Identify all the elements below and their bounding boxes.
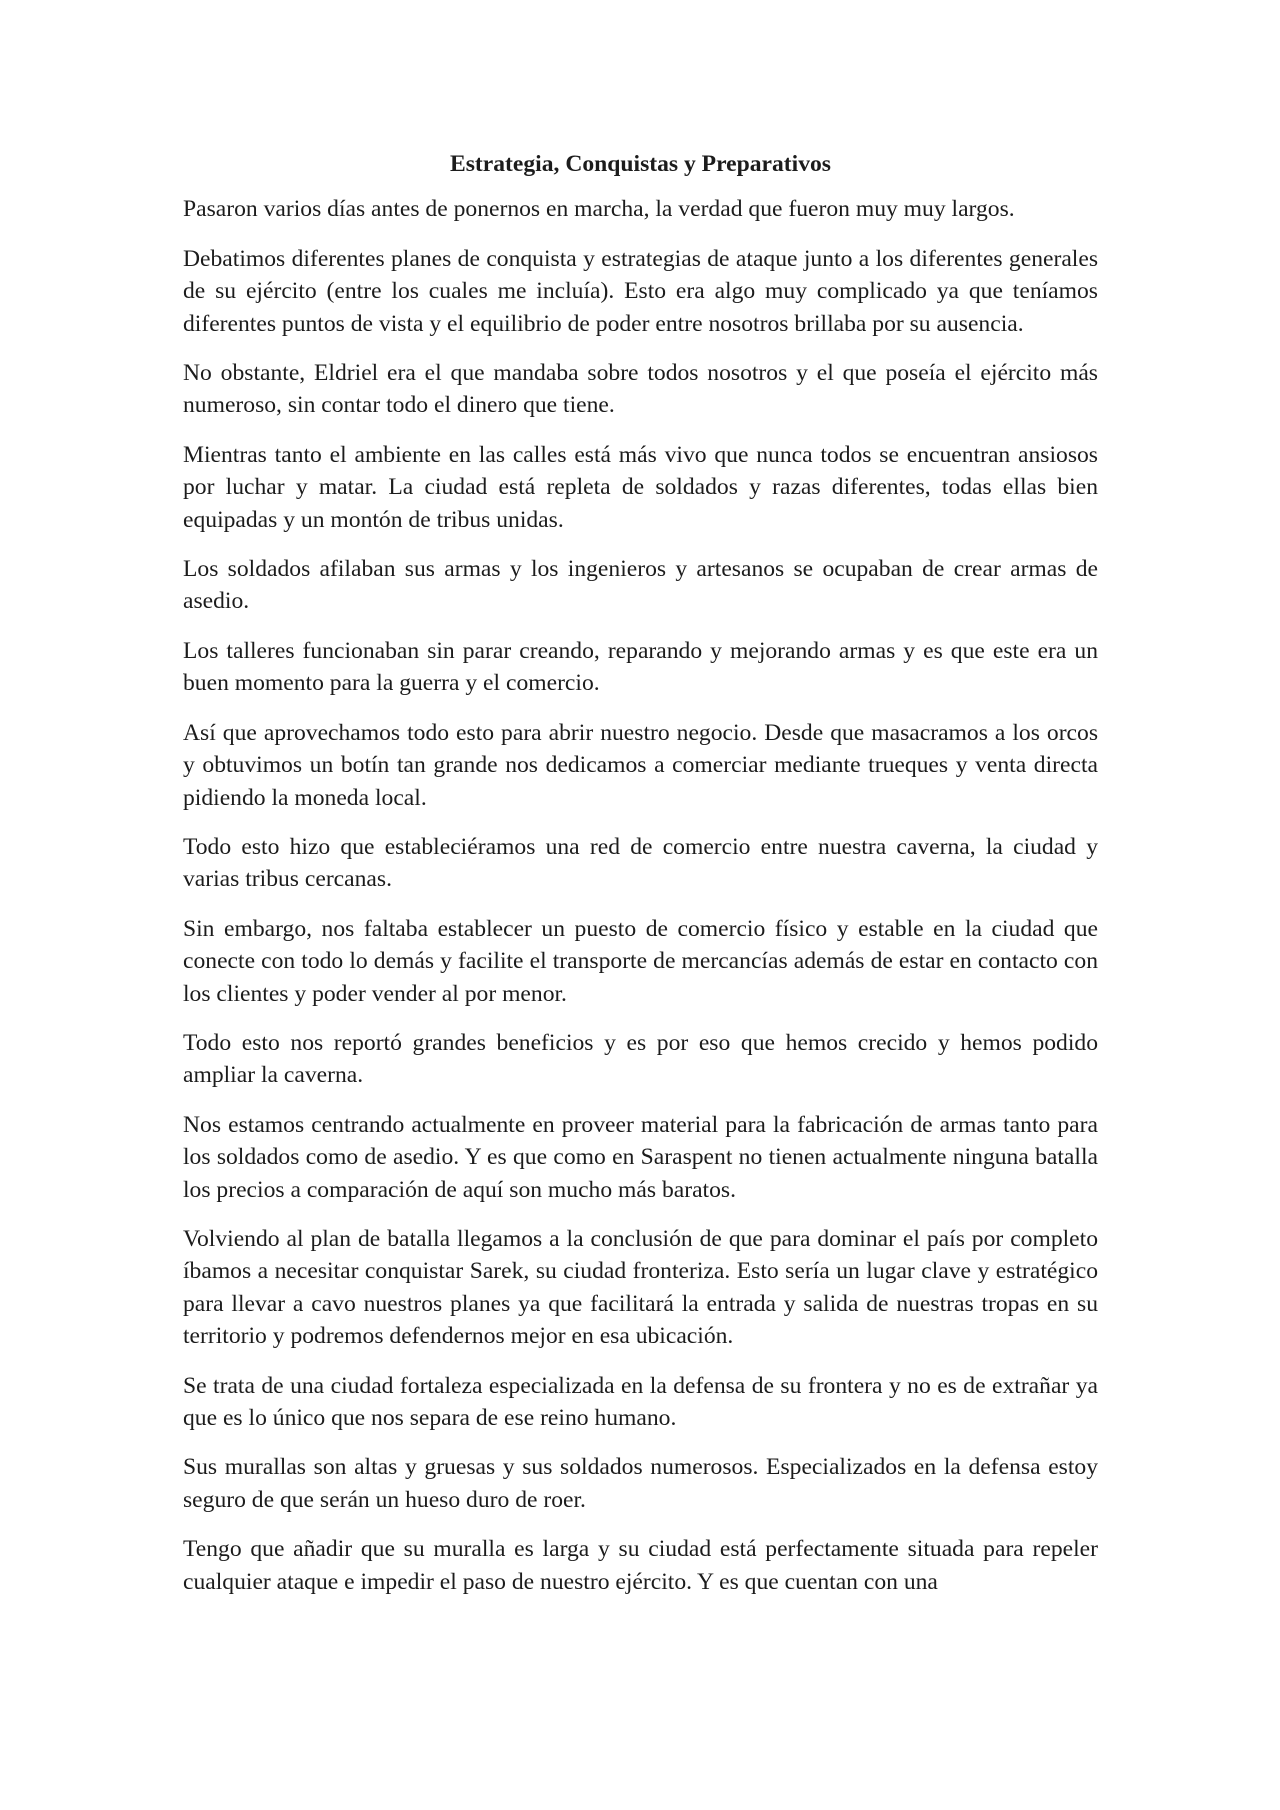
document-title: Estrategia, Conquistas y Preparativos [450, 151, 831, 177]
paragraph-4: Mientras tanto el ambiente en las calles está más vivo que nunca todos se encuentran ansiosos por luchar y matar. La ciudad está repleta de soldados y razas diferentes, todas ellas bien equipadas y un montón de tribus unidas. [183, 441, 1098, 533]
paragraph-1: Pasaron varios días antes de ponernos en marcha, la verdad que fueron muy muy largos. [183, 196, 1015, 223]
document-page [183, 148, 1098, 1615]
paragraph-6: Los talleres funcionaban sin parar creando, reparando y mejorando armas y es que este era un buen momento para la guerra y el comercio. [183, 637, 1098, 697]
paragraph-13: Se trata de una ciudad fortaleza especializada en la defensa de su frontera y no es de extrañar ya que es lo único que nos separa de ese reino humano. [183, 1372, 1098, 1431]
paragraph-7: Así que aprovechamos todo esto para abrir nuestro negocio. Desde que masacramos a los orcos y obtuvimos un botín tan grande nos dedicamos a comerciar mediante trueques y venta directa pidiendo la moneda local. [183, 719, 1098, 811]
paragraph-12: Volviendo al plan de batalla llegamos a la conclusión de que para dominar el país por completo íbamos a necesitar conquistar Sarek, su ciudad fronteriza. Esto sería un lugar clave y estratégico para llevar a cavo nuestros planes ya que facilitará la entrada y salida de nuestras tropas en su territorio y podremos defendernos mejor en esa ubicación. [183, 1225, 1098, 1350]
paragraph-8: Todo esto hizo que estableciéramos una red de comercio entre nuestra caverna, la ciudad y varias tribus cercanas. [183, 833, 1098, 893]
paragraph-2: Debatimos diferentes planes de conquista y estrategias de ataque junto a los diferentes generales de su ejército (entre los cuales me incluía). Esto era algo muy complicado ya que teníamos diferentes puntos de vista y el equilibrio de poder entre nosotros brillaba por su ausencia. [183, 245, 1098, 337]
paragraph-11: Nos estamos centrando actualmente en proveer material para la fabricación de armas tanto para los soldados como de asedio. Y es que como en Saraspent no tienen actualmente ninguna batalla los precios a comparación de aquí son mucho más baratos. [183, 1111, 1098, 1203]
paragraph-9: Sin embargo, nos faltaba establecer un puesto de comercio físico y estable en la ciudad que conecte con todo lo demás y facilite el transporte de mercancías además de estar en contacto con los clientes y poder vender al por menor. [183, 915, 1098, 1007]
paragraph-10: Todo esto nos reportó grandes beneficios y es por eso que hemos crecido y hemos podido ampliar la caverna. [183, 1029, 1098, 1089]
paragraph-3: No obstante, Eldriel era el que mandaba sobre todos nosotros y el que poseía el ejército más numeroso, sin contar todo el dinero que tiene. [183, 360, 1098, 419]
paragraph-15: Tengo que añadir que su muralla es larga y su ciudad está perfectamente situada para repeler cualquier ataque e impedir el paso de nuestro ejército. Y es que cuentan con una [183, 1536, 1098, 1595]
paragraph-5: Los soldados afilaban sus armas y los ingenieros y artesanos se ocupaban de crear armas de asedio. [183, 556, 1098, 615]
paragraph-14: Sus murallas son altas y gruesas y sus soldados numerosos. Especializados en la defensa estoy seguro de que serán un hueso duro de roer. [183, 1454, 1098, 1513]
